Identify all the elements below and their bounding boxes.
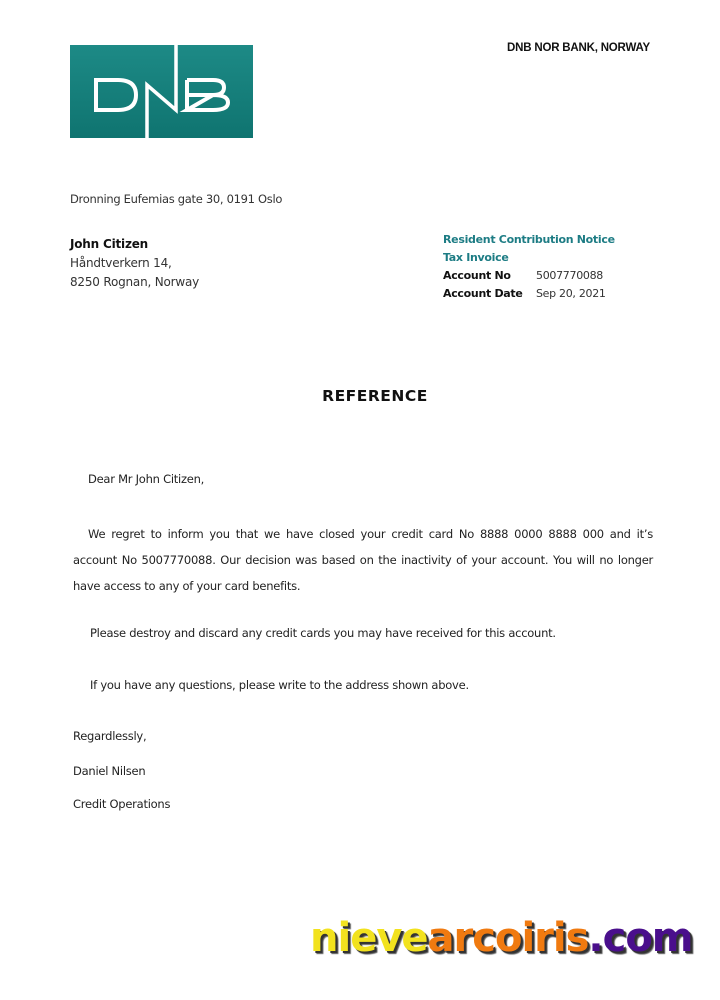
watermark	[310, 913, 692, 963]
recipient-address-line1: Håndtverkern 14,	[70, 256, 172, 270]
notice-subtitle: Tax Invoice	[443, 251, 509, 264]
sender-address: Dronning Eufemias gate 30, 0191 Oslo	[70, 192, 283, 206]
dnb-logo-mark-icon	[70, 45, 253, 138]
recipient-block	[70, 235, 199, 292]
watermark-part2: arcoiris	[427, 915, 589, 961]
paragraph-closure-notice: We regret to inform you that we have closed your credit card No 8888 0000 8888 000 and it’s account No 5007770088. Our decision was based on the inactivity of your account. You will no longer have access to any of your card benefits.	[73, 527, 653, 593]
account-no-label: Account No	[443, 269, 511, 282]
paragraph-destroy-cards: Please destroy and discard any credit cards you may have received for this account.	[90, 626, 556, 640]
recipient-name: John Citizen	[70, 237, 149, 251]
account-date-label: Account Date	[443, 287, 523, 300]
account-date-value: Sep 20, 2021	[536, 287, 606, 300]
watermark-part3: .com	[588, 915, 693, 961]
watermark-part1: nieve	[310, 915, 428, 961]
paragraph-questions: If you have any questions, please write to the address shown above.	[90, 678, 469, 692]
letter-title-wrap	[0, 386, 720, 405]
notice-block	[443, 231, 615, 303]
account-no-value: 5007770088	[536, 269, 603, 282]
bank-name: DNB NOR BANK, NORWAY	[507, 42, 650, 54]
account-no-row	[443, 267, 615, 285]
signer-department: Credit Operations	[73, 797, 171, 811]
notice-title: Resident Contribution Notice	[443, 233, 615, 246]
recipient-address-line2: 8250 Rognan, Norway	[70, 275, 200, 289]
signer-name: Daniel Nilsen	[73, 764, 146, 778]
salutation: Dear Mr John Citizen,	[88, 472, 205, 486]
letter-title: REFERENCE	[322, 387, 428, 405]
dnb-logo	[70, 45, 253, 138]
account-date-row	[443, 285, 615, 303]
closing: Regardlessly,	[73, 729, 147, 743]
